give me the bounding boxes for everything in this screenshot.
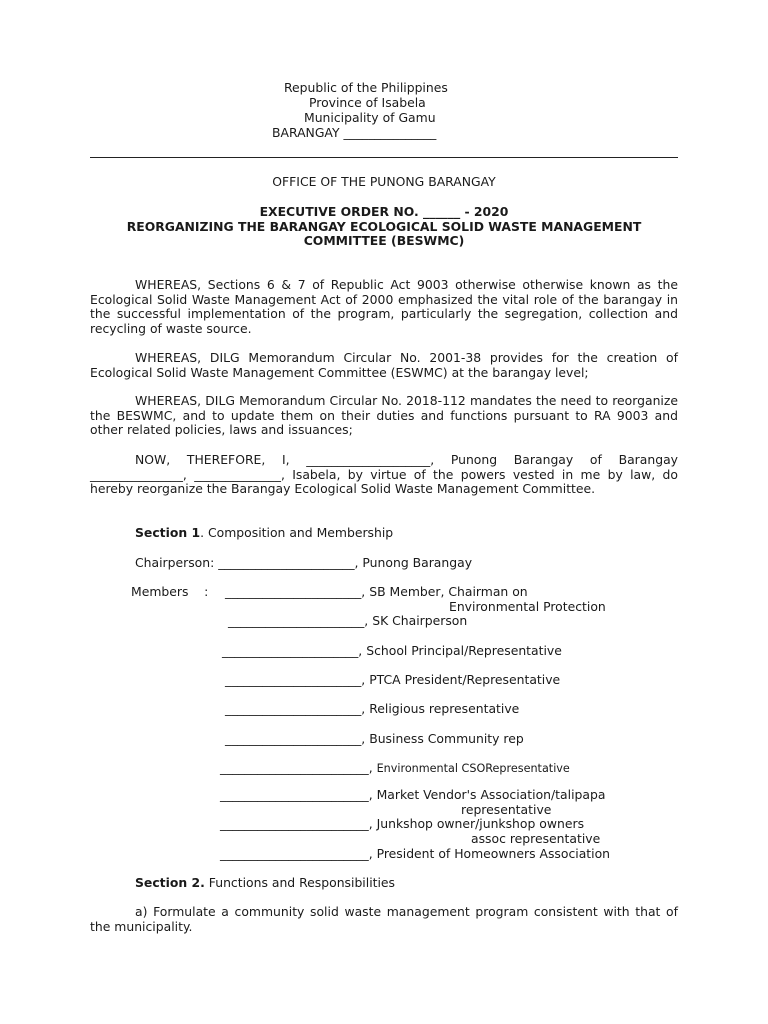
member-row — [220, 761, 570, 777]
member-row — [220, 817, 584, 832]
member-row — [225, 732, 524, 747]
chairperson-role: Punong Barangay — [358, 555, 473, 570]
member-role: SB Member, Chairman on — [369, 584, 528, 599]
chairperson-label: Chairperson: — [135, 555, 219, 570]
order-title-2: COMMITTEE (BESWMC) — [303, 233, 465, 248]
section-2-heading — [135, 876, 395, 891]
member-blank: ______________________, — [222, 643, 363, 658]
member-row — [225, 673, 560, 688]
office-title: OFFICE OF THE PUNONG BARANGAY — [272, 174, 496, 189]
section-2-label: Section 2. — [135, 875, 205, 890]
whereas-paragraph-2: WHEREAS, DILG Memorandum Circular No. 2001-38 provides for the creation of Ecological Solid Waste Management Committee (ESWMC) at the barangay level; — [90, 350, 678, 380]
member-role-continued: representative — [461, 802, 552, 817]
member-role: SK Chairperson — [372, 613, 468, 628]
function-item-a: a) Formulate a community solid waste management program consistent with that of the municipality. — [90, 904, 678, 934]
section-1-heading — [135, 526, 393, 541]
header-province: Province of Isabela — [309, 95, 426, 110]
member-row — [220, 847, 610, 862]
member-row — [220, 788, 605, 803]
member-blank: ______________________, — [225, 701, 366, 716]
whereas-paragraph-3: WHEREAS, DILG Memorandum Circular No. 2018-112 mandates the need to reorganize the BESWMC, and to update them on their duties and functions pursuant to RA 9003 and other related policies, laws and issuances; — [90, 393, 678, 438]
member-role: Market Vendor's Association/talipapa — [376, 787, 606, 802]
member-role-continued: Environmental Protection — [449, 599, 606, 614]
member-blank: ________________________, — [220, 787, 373, 802]
member-blank: ______________________, — [225, 584, 366, 599]
member-role: Religious representative — [369, 701, 520, 716]
order-title: REORGANIZING THE BARANGAY ECOLOGICAL SOLID WASTE MANAGEMENT — [126, 219, 642, 234]
section-1-label: Section 1 — [135, 525, 201, 540]
header-divider — [90, 157, 678, 158]
header-barangay: BARANGAY _______________ — [272, 125, 437, 140]
member-blank: ________________________, — [220, 816, 373, 831]
section-1-title: . Composition and Membership — [200, 525, 394, 540]
member-row — [225, 702, 519, 717]
member-blank: ______________________, — [225, 731, 366, 746]
member-role: Junkshop owner/junkshop owners — [376, 816, 585, 831]
member-role: Business Community rep — [369, 731, 524, 746]
section-2-title: Functions and Responsibilities — [204, 875, 396, 890]
header-republic: Republic of the Philippines — [284, 80, 448, 95]
member-row — [225, 585, 528, 600]
header-municipality: Municipality of Gamu — [304, 110, 436, 125]
members-label: Members : — [131, 584, 209, 599]
member-role-continued: assoc representative — [471, 831, 601, 846]
member-row — [222, 644, 562, 659]
member-row — [228, 614, 467, 629]
member-role: School Principal/Representative — [366, 643, 562, 658]
member-blank: ______________________, — [225, 672, 366, 687]
now-therefore-paragraph: NOW, THEREFORE, I, ____________________, Punong Barangay of Barangay _______________, ______________, Isabela, by virtue of the powers vested in me by law, do hereby reorganize the Barangay Ecological Solid Waste Management Committee. — [90, 452, 678, 497]
whereas-paragraph-1: WHEREAS, Sections 6 & 7 of Republic Act 9003 otherwise otherwise known as the Ecological Solid Waste Management Act of 2000 emphasized the vital role of the barangay in the successful implementation of the program, particularly the segregation, collection and recycling of waste source. — [90, 277, 678, 336]
order-number: EXECUTIVE ORDER NO. ______ - 2020 — [259, 204, 509, 219]
member-blank: ______________________, — [228, 613, 369, 628]
member-role: Environmental CSORepresentative — [376, 762, 570, 775]
member-role: PTCA President/Representative — [369, 672, 561, 687]
chairperson-line — [135, 556, 472, 571]
member-role: President of Homeowners Association — [376, 846, 611, 861]
member-blank: ________________________, — [220, 760, 373, 775]
chairperson-blank: ______________________, — [218, 555, 359, 570]
member-blank: ________________________, — [220, 846, 373, 861]
